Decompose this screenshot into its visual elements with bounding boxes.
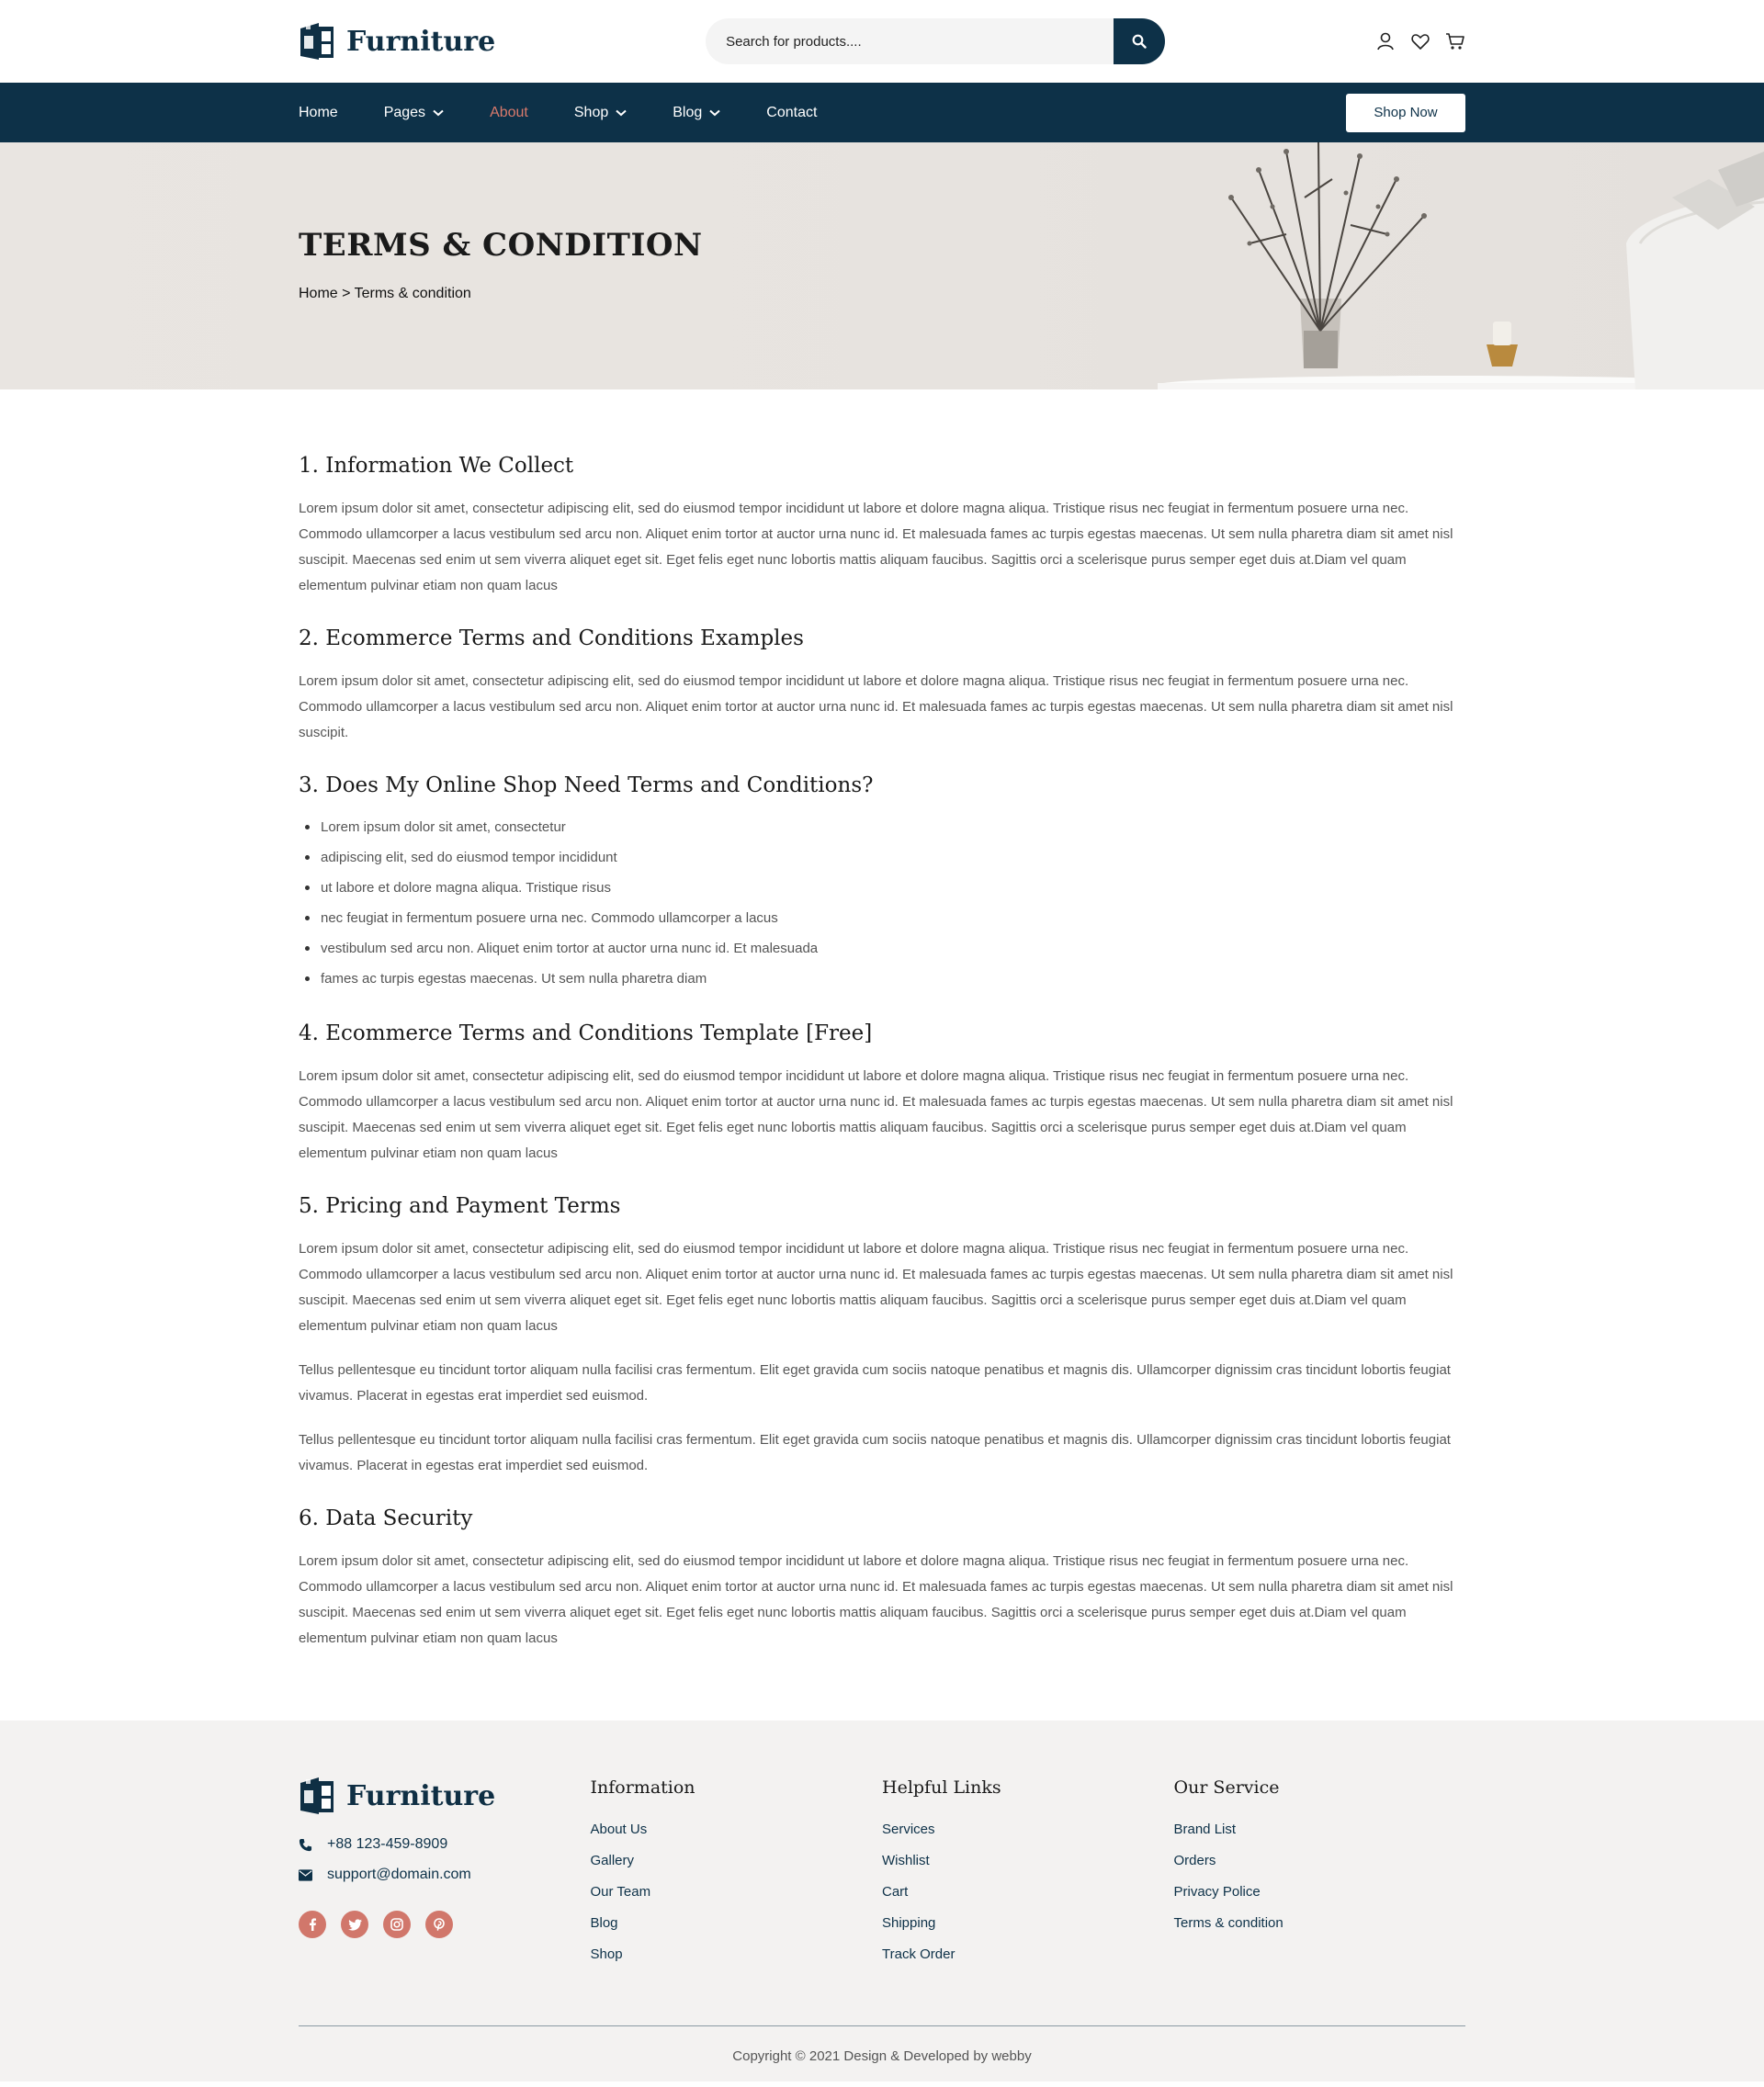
page-banner	[0, 142, 1764, 389]
footer-link-wishlist[interactable]: Wishlist	[882, 1853, 930, 1868]
pinterest-link[interactable]	[425, 1911, 453, 1938]
brand-name: Furniture	[346, 1779, 496, 1812]
social-links	[299, 1911, 591, 1938]
nav-item-shop[interactable]	[574, 105, 627, 121]
footer-link-track-order[interactable]: Track Order	[882, 1946, 956, 1962]
footer-link-terms-condition[interactable]: Terms & condition	[1173, 1915, 1283, 1931]
list-item: adipiscing elit, sed do eiusmod tempor incididunt	[299, 842, 1465, 873]
section-paragraph: Tellus pellentesque eu tincidunt tortor aliquam nulla facilisi cras fermentum. Elit eget gravida cum sociis natoque penatibus et magnis dis. Ullamcorper dignissim cras tincidunt lobortis feugiat vivamus. Placerat in egestas erat imperdiet sed euismod.	[299, 1432, 1451, 1473]
footer-link-our-team[interactable]: Our Team	[590, 1884, 651, 1900]
chevron-down-icon	[616, 109, 627, 117]
heart-icon	[1410, 31, 1430, 51]
footer-logo[interactable]	[299, 1776, 591, 1816]
nav-item-contact[interactable]	[766, 105, 817, 121]
search-bar	[706, 18, 1165, 64]
site-footer	[0, 1720, 1764, 2081]
cart-icon	[1445, 31, 1465, 51]
user-icon	[1375, 31, 1396, 51]
footer-phone[interactable]	[299, 1836, 591, 1853]
footer-link-shipping[interactable]: Shipping	[882, 1915, 936, 1931]
copyright-text: Copyright © 2021 Design & Developed by webby	[732, 2048, 1032, 2064]
section-heading: 2. Ecommerce Terms and Conditions Examples	[299, 626, 804, 650]
list-item: Lorem ipsum dolor sit amet, consectetur	[299, 812, 1465, 842]
section-heading: 6. Data Security	[299, 1506, 473, 1530]
main-nav	[0, 83, 1764, 142]
email-address: support@domain.com	[327, 1867, 471, 1882]
footer-information-column	[591, 1776, 883, 1970]
section-paragraph: Lorem ipsum dolor sit amet, consectetur adipiscing elit, sed do eiusmod tempor incididunt ut labore et dolore magna aliqua. Tristique risus nec feugiat in fermentum posuere urna nec. Commodo ullamcorper a lacus vestibulum sed arcu non. Aliquet enim tortor at auctor urna nunc id. Et malesuada fames ac turpis egestas maecenas. Ut sem nulla pharetra diam sit amet nisl suscipit. Maecenas sed enim ut sem viverra aliquet eget sit. Eget felis eget nunc lobortis mattis aliquam faucibus. Sagittis orci a scelerisque purus semper eget duis at.Diam vel quam elementum pulvinar etiam non quam lacus	[299, 501, 1453, 593]
footer-link-gallery[interactable]: Gallery	[590, 1853, 635, 1868]
wishlist-button[interactable]	[1410, 31, 1430, 51]
section-pricing-payment	[299, 1194, 1465, 1479]
nav-item-label: About	[490, 104, 528, 120]
facebook-link[interactable]	[299, 1911, 326, 1938]
pinterest-icon	[433, 1918, 446, 1931]
list-item: fames ac turpis egestas maecenas. Ut sem nulla pharetra diam	[299, 964, 1465, 994]
page-title: TERMS & CONDITION	[299, 227, 703, 264]
footer-column-title: Helpful Links	[882, 1777, 1001, 1798]
footer-link-blog[interactable]: Blog	[590, 1915, 618, 1931]
brand-logo[interactable]	[299, 21, 495, 62]
chevron-down-icon	[433, 109, 444, 117]
section-heading: 5. Pricing and Payment Terms	[299, 1194, 621, 1218]
phone-icon	[299, 1838, 312, 1852]
phone-number: +88 123-459-8909	[327, 1836, 448, 1852]
footer-helpful-links-column	[882, 1776, 1174, 1970]
nav-item-home[interactable]	[299, 105, 338, 121]
footer-link-cart[interactable]: Cart	[882, 1884, 909, 1900]
footer-column-title: Information	[590, 1777, 695, 1798]
list-item: nec feugiat in fermentum posuere urna nec. Commodo ullamcorper a lacus	[299, 903, 1465, 933]
nav-item-pages[interactable]	[384, 105, 444, 121]
footer-link-privacy-police[interactable]: Privacy Police	[1173, 1884, 1261, 1900]
logo-icon	[299, 1776, 335, 1816]
section-terms-template	[299, 1021, 1465, 1167]
section-need-terms	[299, 773, 1465, 994]
section-ecommerce-terms-examples	[299, 626, 1465, 746]
section-paragraph: Lorem ipsum dolor sit amet, consectetur adipiscing elit, sed do eiusmod tempor incididunt ut labore et dolore magna aliqua. Tristique risus nec feugiat in fermentum posuere urna nec. Commodo ullamcorper a lacus vestibulum sed arcu non. Aliquet enim tortor at auctor urna nunc id. Et malesuada fames ac turpis egestas maecenas. Ut sem nulla pharetra diam sit amet nisl suscipit. Maecenas sed enim ut sem viverra aliquet eget sit. Eget felis eget nunc lobortis mattis aliquam faucibus. Sagittis orci a scelerisque purus semper eget duis at.Diam vel quam elementum pulvinar etiam non quam lacus	[299, 1068, 1453, 1161]
nav-item-label: Shop	[573, 104, 609, 120]
search-icon	[1132, 34, 1147, 49]
brand-name: Furniture	[346, 25, 496, 58]
footer-column-title: Our Service	[1173, 1777, 1280, 1798]
section-heading: 1. Information We Collect	[299, 454, 574, 478]
section-paragraph: Tellus pellentesque eu tincidunt tortor aliquam nulla facilisi cras fermentum. Elit eget gravida cum sociis natoque penatibus et magnis dis. Ullamcorper dignissim cras tincidunt lobortis feugiat vivamus. Placerat in egestas erat imperdiet sed euismod.	[299, 1362, 1451, 1404]
instagram-icon	[390, 1918, 403, 1931]
search-input[interactable]	[706, 18, 1114, 64]
search-button[interactable]	[1114, 18, 1165, 64]
section-paragraph: Lorem ipsum dolor sit amet, consectetur adipiscing elit, sed do eiusmod tempor incididunt ut labore et dolore magna aliqua. Tristique risus nec feugiat in fermentum posuere urna nec. Commodo ullamcorper a lacus vestibulum sed arcu non. Aliquet enim tortor at auctor urna nunc id. Et malesuada fames ac turpis egestas maecenas. Ut sem nulla pharetra diam sit amet nisl suscipit. Maecenas sed enim ut sem viverra aliquet eget sit. Eget felis eget nunc lobortis mattis aliquam faucibus. Sagittis orci a scelerisque purus semper eget duis at.Diam vel quam elementum pulvinar etiam non quam lacus	[299, 1553, 1453, 1646]
section-paragraph: Lorem ipsum dolor sit amet, consectetur adipiscing elit, sed do eiusmod tempor incididunt ut labore et dolore magna aliqua. Tristique risus nec feugiat in fermentum posuere urna nec. Commodo ullamcorper a lacus vestibulum sed arcu non. Aliquet enim tortor at auctor urna nunc id. Et malesuada fames ac turpis egestas maecenas. Ut sem nulla pharetra diam sit amet nisl suscipit.	[299, 673, 1453, 740]
header-actions	[1375, 31, 1465, 51]
footer-email[interactable]	[299, 1867, 591, 1883]
instagram-link[interactable]	[383, 1911, 411, 1938]
section-information-we-collect	[299, 454, 1465, 599]
footer-link-about-us[interactable]: About Us	[590, 1822, 648, 1837]
logo-icon	[299, 21, 335, 62]
footer-link-brand-list[interactable]: Brand List	[1173, 1822, 1237, 1837]
footer-our-service-column	[1174, 1776, 1466, 1970]
breadcrumb[interactable]: Home > Terms & condition	[299, 286, 471, 301]
terms-content	[0, 389, 1764, 1720]
envelope-icon	[299, 1869, 312, 1881]
twitter-icon	[348, 1919, 362, 1931]
footer-brand-column	[299, 1776, 591, 1970]
nav-item-label: Blog	[673, 104, 703, 120]
section-paragraph: Lorem ipsum dolor sit amet, consectetur adipiscing elit, sed do eiusmod tempor incididunt ut labore et dolore magna aliqua. Tristique risus nec feugiat in fermentum posuere urna nec. Commodo ullamcorper a lacus vestibulum sed arcu non. Aliquet enim tortor at auctor urna nunc id. Et malesuada fames ac turpis egestas maecenas. Ut sem nulla pharetra diam sit amet nisl suscipit. Maecenas sed enim ut sem viverra aliquet eget sit. Eget felis eget nunc lobortis mattis aliquam faucibus. Sagittis orci a scelerisque purus semper eget duis at.Diam vel quam elementum pulvinar etiam non quam lacus	[299, 1241, 1453, 1334]
account-button[interactable]	[1375, 31, 1396, 51]
footer-link-shop[interactable]: Shop	[590, 1946, 623, 1962]
section-heading: 4. Ecommerce Terms and Conditions Template [Free]	[299, 1021, 873, 1045]
bullet-list	[299, 812, 1465, 994]
nav-item-blog[interactable]	[673, 105, 720, 121]
nav-item-label: Home	[299, 104, 338, 120]
nav-item-about[interactable]	[490, 105, 528, 121]
list-item: ut labore et dolore magna aliqua. Tristique risus	[299, 873, 1465, 903]
section-heading: 3. Does My Online Shop Need Terms and Conditions?	[299, 773, 874, 797]
cart-button[interactable]	[1445, 31, 1465, 51]
twitter-link[interactable]	[341, 1911, 368, 1938]
site-header	[0, 0, 1764, 142]
nav-item-label: Contact	[766, 104, 818, 120]
facebook-icon	[307, 1918, 318, 1931]
list-item: vestibulum sed arcu non. Aliquet enim tortor at auctor urna nunc id. Et malesuada	[299, 933, 1465, 964]
nav-links	[299, 105, 817, 121]
chevron-down-icon	[709, 109, 720, 117]
section-data-security	[299, 1506, 1465, 1652]
footer-link-services[interactable]: Services	[882, 1822, 935, 1837]
footer-link-orders[interactable]: Orders	[1173, 1853, 1216, 1868]
nav-item-label: Pages	[383, 104, 426, 120]
shop-now-button[interactable]: Shop Now	[1346, 94, 1465, 132]
footer-columns	[299, 1776, 1465, 1970]
top-bar	[0, 0, 1764, 83]
